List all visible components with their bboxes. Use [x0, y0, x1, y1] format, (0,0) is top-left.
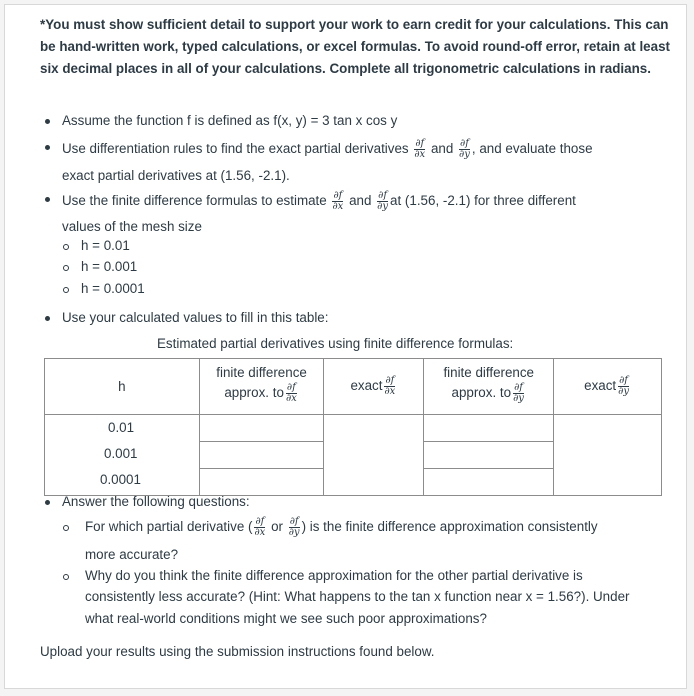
table-row-h: 0.001	[104, 446, 138, 461]
bullet-dot	[45, 197, 50, 202]
fd-dy-cell[interactable]	[424, 415, 554, 442]
partial-f-partial-x: $\frac{\partial f}{\partial x}$	[254, 515, 266, 538]
partial-f-partial-x: $\frac{\partial f}{\partial x}$	[384, 375, 396, 397]
fd-dx-cell[interactable]	[199, 442, 324, 469]
bullet-dot	[45, 119, 50, 124]
exact-derivatives-instruction: Use differentiation rules to find the exact partial derivatives $\frac{\partial f}{\partial x}$ and $\frac{\partial f}{\partial y}$ , and evaluate those	[62, 137, 593, 160]
exact-dy-cell[interactable]	[554, 415, 662, 496]
fd-dy-cell[interactable]	[424, 442, 554, 469]
fd-dx-cell[interactable]	[199, 469, 324, 496]
mesh-size-item: h = 0.001	[81, 259, 138, 274]
table-caption: Estimated partial derivatives using finite difference formulas:	[157, 336, 514, 351]
exact-derivatives-instruction-line2: exact partial derivatives at (1.56, -2.1).	[62, 168, 290, 183]
table-row-h: 0.01	[108, 420, 135, 435]
mesh-size-item: h = 0.0001	[81, 281, 145, 296]
table-row-h: 0.0001	[100, 472, 141, 487]
bullet-dot	[45, 145, 50, 150]
header-exact-dx: exact $\frac{\partial f}{\partial x}$	[324, 359, 424, 415]
exact-dx-cell[interactable]	[324, 415, 424, 496]
sub-bullet-ring	[63, 287, 69, 293]
fd-dy-cell[interactable]	[424, 469, 554, 496]
partial-f-partial-y: $\frac{\partial f}{\partial y}$	[459, 137, 470, 160]
question-2-line3: what real-world conditions might we see such poor approximations?	[85, 611, 487, 626]
header-h: h	[45, 359, 200, 415]
header-fd-dx: finite difference approx. to $\frac{\partial f}{\partial x}$	[199, 359, 324, 415]
function-definition: Assume the function f is defined as f(x, y) = 3 tan x cos y	[62, 113, 398, 128]
finite-difference-instruction: Use the finite difference formulas to estimate $\frac{\partial f}{\partial x}$ and $\frac{\partial f}{\partial y}$ at (1.56, -2.1) for three different	[62, 189, 576, 212]
sub-bullet-ring	[63, 525, 69, 531]
h-values-cell	[45, 415, 200, 496]
questions-header: Answer the following questions:	[62, 494, 250, 509]
partial-f-partial-x: $\frac{\partial f}{\partial x}$	[285, 382, 297, 404]
sub-bullet-ring	[63, 574, 69, 580]
header-exact-dy: exact $\frac{\partial f}{\partial y}$	[554, 359, 662, 415]
partial-f-partial-y: $\frac{\partial f}{\partial y}$	[288, 515, 300, 538]
results-table	[44, 358, 662, 496]
partial-f-partial-y: $\frac{\partial f}{\partial y}$	[618, 375, 629, 397]
partial-f-partial-x: $\frac{\partial f}{\partial x}$	[332, 189, 344, 212]
fd-dx-cell[interactable]	[199, 415, 324, 442]
mesh-size-item: h = 0.01	[81, 238, 130, 253]
sub-bullet-ring	[63, 244, 69, 250]
bullet-dot	[45, 500, 50, 505]
bullet-dot	[45, 316, 50, 321]
header-fd-dy: finite difference approx. to $\frac{\partial f}{\partial y}$	[424, 359, 554, 415]
finite-difference-instruction-line2: values of the mesh size	[62, 219, 202, 234]
partial-f-partial-y: $\frac{\partial f}{\partial y}$	[377, 189, 388, 212]
upload-instructions: Upload your results using the submission instructions found below.	[40, 644, 435, 659]
question-1: For which partial derivative ( $\frac{\partial f}{\partial x}$ or $\frac{\partial f}{\partial y}$ ) is the finite difference approximation consistently	[85, 515, 598, 538]
question-1-line2: more accurate?	[85, 547, 179, 562]
assignment-panel	[4, 4, 687, 689]
instructions-paragraph: *You must show sufficient detail to support your work to earn credit for your calculations. This can be hand-written work, typed calculations, or excel formulas. To avoid round-off error, retain at least six decimal places in all of your calculations. Complete all trigonometric calculations in radians.	[40, 17, 670, 77]
question-2-line2: consistently less accurate? (Hint: What happens to the tan x function near x = 1.56?). Under	[85, 589, 630, 604]
table-instruction: Use your calculated values to fill in this table:	[62, 310, 329, 325]
partial-f-partial-y: $\frac{\partial f}{\partial y}$	[513, 382, 524, 404]
sub-bullet-ring	[63, 265, 69, 271]
question-2-line1: Why do you think the finite difference approximation for the other partial derivative is	[85, 568, 583, 583]
partial-f-partial-x: $\frac{\partial f}{\partial x}$	[414, 137, 426, 160]
